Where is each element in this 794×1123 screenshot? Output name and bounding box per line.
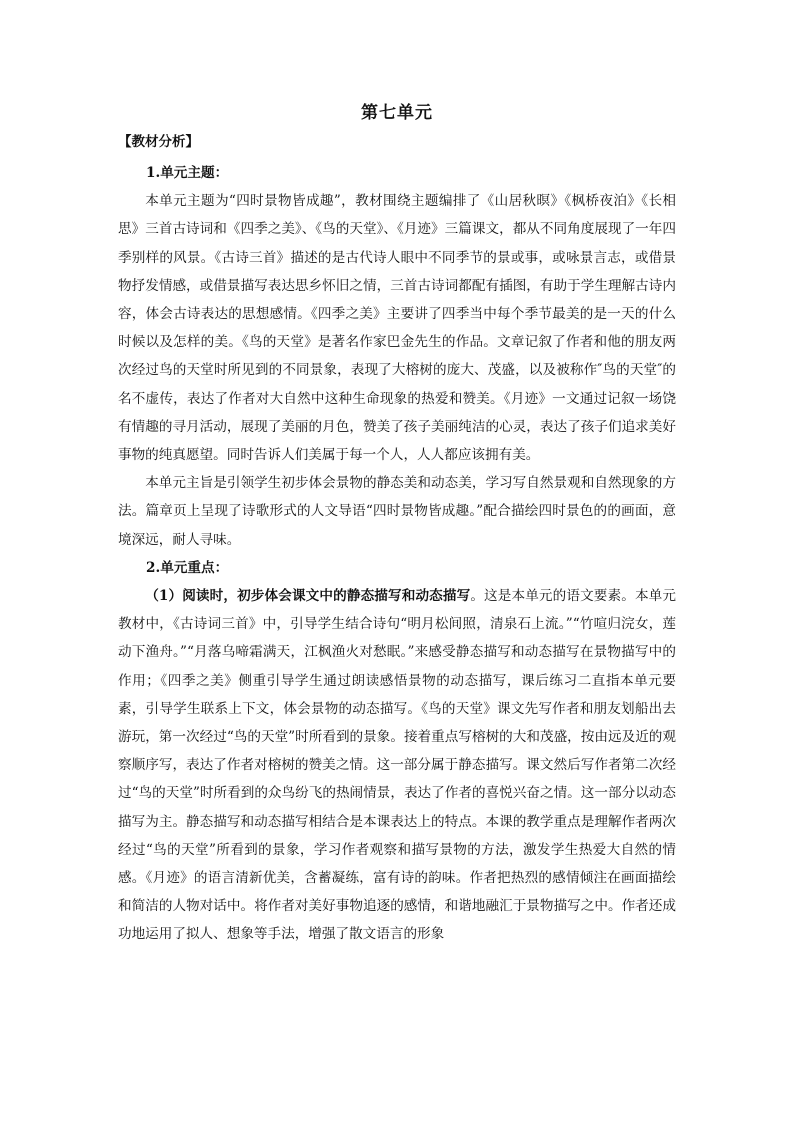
paragraph-focus	[118, 582, 676, 949]
document-body	[118, 159, 676, 949]
focus-point-bold: （1）阅读时，初步体会课文中的静态描写和动态描写	[145, 588, 471, 605]
page-title: 第七单元	[361, 103, 433, 123]
subheading-unit-theme: 1.单元主题：	[146, 165, 229, 181]
subheading-unit-focus: 2.单元重点：	[146, 559, 229, 576]
section-heading: 【教材分析】	[118, 134, 199, 150]
paragraph-theme: 本单元主题为“四时景物皆成趣”，教材围绕主题编排了《山居秋暝》《枫桥夜泊》《长相思》三首古诗词和《四季之美》、《鸟的天堂》、《月迹》三篇课文，都从不同角度展现了一年四季别样的风景。《古诗三首》描述的是古代诗人眼中不同季节的景或事，或咏景言志，或借景物抒发情感，或借景描写表达思乡怀旧之情，三首古诗词都配有插图，有助于学生理解古诗内容，体会古诗表达的思想感情。《四季之美》主要讲了四季当中每个季节最美的是一天的什么时候以及怎样的美。《鸟的天堂》是著名作家巴金先生的作品。文章记叙了作者和他的朋友两次经过鸟的天堂时所见到的不同景象，表现了大榕树的庞大、茂盛，以及被称作″鸟的天堂″的名不虚传，表达了作者对大自然中这种生命现象的热爱和赞美。《月迹》一文通过记叙一场饶有情趣的寻月活动，展现了美丽的月色，赞美了孩子美丽纯洁的心灵，表达了孩子们追求美好事物的纯真愿望。同时告诉人们美属于每一个人，人人都应该拥有美。	[118, 193, 676, 464]
paragraph-aim: 本单元主旨是引领学生初步体会景物的静态美和动态美，学习写自然景观和自然现象的方法。篇章页上呈现了诗歌形式的人文导语“四时景物皆成趣。”配合描绘四时景色的的画面，意境深远，耐人寻味。	[118, 475, 676, 548]
focus-point-text: 。这是本单元的语文要素。本单元教材中，《古诗词三首》中，引导学生结合诗句“明月松间照，清泉石上流。”“竹喧归浣女，莲动下渔舟。”“月落乌啼霜满天，江枫渔火对愁眠。”来感受静态描写和动态描写在景物描写中的作用；《四季之美》侧重引导学生通过朗读感悟景物的动态描写，课后练习二直指本单元要素，引导学生联系上下文，体会景物的动态描写。《鸟的天堂》课文先写作者和朋友划船出去游玩，第一次经过“鸟的天堂”时所看到的景象。接着重点写榕树的大和茂盛，按由远及近的观察顺序写，表达了作者对榕树的赞美之情。这一部分属于静态描写。课文然后写作者第二次经过“鸟的天堂”时所看到的众鸟纷飞的热闹情景，表达了作者的喜悦兴奋之情。这一部分以动态描写为主。静态描写和动态描写相结合是本课表达上的特点。本课的教学重点是理解作者两次经过“鸟的天堂”所看到的景象，学习作者观察和描写景物的方法，激发学生热爱大自然的情感。《月迹》的语言清新优美，含蓄凝练，富有诗的韵味。作者把热烈的感情倾注在画面描绘和简洁的人物对话中。将作者对美好事物追逐的感情，和谐地融汇于景物描写之中。作者还成功地运用了拟人、想象等手法，增强了散文语言的形象	[118, 588, 676, 943]
